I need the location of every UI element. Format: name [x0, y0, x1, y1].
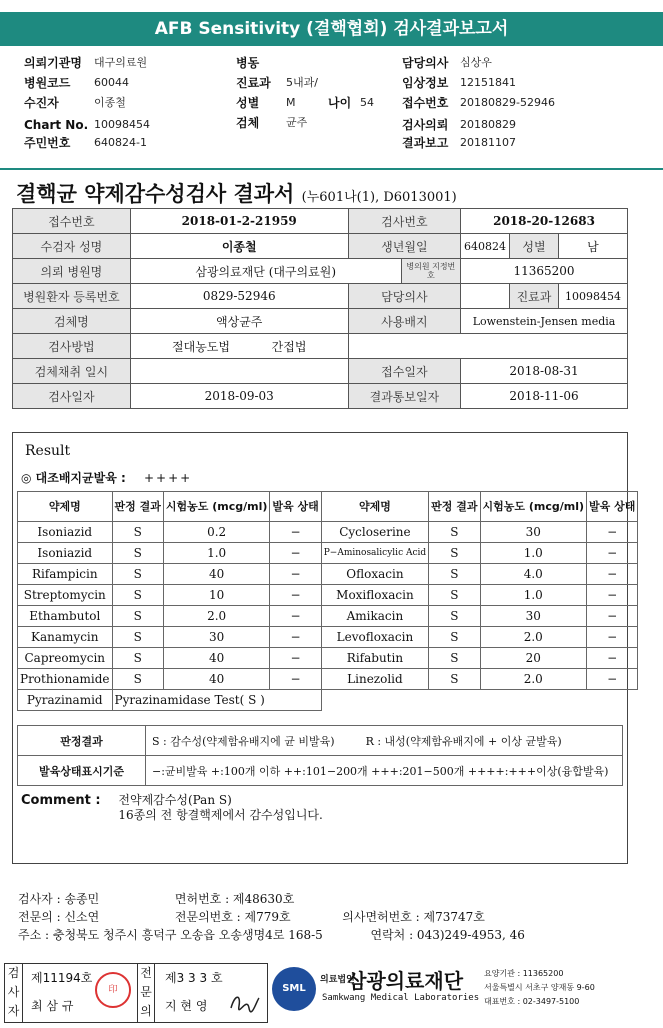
drug-name: P−Aminosalicylic Acid: [321, 543, 428, 564]
table-row: [18, 606, 638, 627]
drug-name: Rifampicin: [18, 564, 113, 585]
info-label: 병원환자 등록번호: [13, 284, 131, 309]
drug-name: Kanamycin: [18, 627, 113, 648]
drug-name: Streptomycin: [18, 585, 113, 606]
comment-line: 16종의 전 항결핵제에서 감수성입니다.: [118, 808, 323, 822]
info-value: 2018-11-06: [461, 384, 628, 409]
info-label: 검사번호: [348, 209, 460, 234]
growth-text: −:균비발육 +:100개 이하 ++:101−200개 +++:201−500개 ++++:+++이상(융합발육): [146, 756, 623, 786]
drug-judge: S: [429, 669, 480, 690]
header-label: 병동: [236, 56, 260, 70]
drug-growth: −: [587, 543, 638, 564]
info-value: 2018-20-12683: [461, 209, 628, 234]
header-label: 담당의사: [402, 56, 449, 70]
header-value: M: [286, 96, 296, 109]
info-value: 640824: [461, 234, 510, 259]
method-absolute: 절대농도법: [172, 339, 230, 354]
column-header: 판정 결과: [429, 492, 480, 522]
drug-judge: S: [112, 627, 163, 648]
table-row: [13, 259, 628, 284]
specialist-info: 전문의 : 신소연: [18, 910, 100, 924]
info-value: 액상균주: [130, 309, 348, 334]
table-row: [13, 334, 628, 359]
drug-growth: −: [270, 543, 321, 564]
specialist-name: 지 현 영: [165, 999, 208, 1013]
table-row: [18, 756, 623, 786]
drug-growth: −: [587, 585, 638, 606]
info-empty: [348, 334, 627, 359]
drug-judge: S: [112, 564, 163, 585]
header-label: Chart No.: [24, 118, 89, 132]
judge-label: 판정결과: [18, 726, 146, 756]
info-value: 2018-01-2-21959: [130, 209, 348, 234]
drug-growth: −: [587, 627, 638, 648]
specialist-number: 제3 3 3 호: [165, 971, 223, 985]
staff-line: [18, 908, 485, 925]
info-label: 사용배지: [348, 309, 460, 334]
comment-label: Comment :: [21, 793, 101, 808]
drug-judge: S: [429, 522, 480, 543]
contact-phone: 연락처 : 043)249-4953, 46: [370, 928, 525, 942]
info-value: 11365200: [461, 259, 628, 284]
table-row: [18, 669, 638, 690]
column-header: 발육 상태: [587, 492, 638, 522]
comment-line: 전약제감수성(Pan S): [118, 793, 232, 807]
contact-line: 대표번호 : 02-3497-5100: [484, 997, 580, 1006]
drug-conc: 0.2: [163, 522, 270, 543]
drug-conc: 40: [163, 669, 270, 690]
header-label: 의뢰기관명: [24, 56, 82, 70]
document-title-text: 결핵균 약제감수성검사 결과서: [16, 181, 295, 206]
header-value: 20180829-52946: [460, 96, 555, 109]
sml-logo-icon: SML: [272, 967, 316, 1011]
header-value: 60044: [94, 76, 129, 89]
judgement-legend-table: [17, 725, 623, 786]
header-label: 결과보고: [402, 136, 449, 150]
info-label: 담당의사: [348, 284, 460, 309]
table-row: [13, 309, 628, 334]
info-label: 검체채취 일시: [13, 359, 131, 384]
info-value: 이종철: [130, 234, 348, 259]
drug-conc: 2.0: [480, 627, 587, 648]
header-label: 수진자: [24, 96, 59, 110]
info-label: 결과통보일자: [348, 384, 460, 409]
header-value: 20180829: [460, 118, 516, 131]
drug-conc: 2.0: [480, 669, 587, 690]
header-value: 심상우: [460, 56, 492, 69]
column-header: 약제명: [321, 492, 428, 522]
footer: [4, 963, 659, 1023]
judge-r: R : 내성(약제함유배지에 + 이상 균발육): [365, 734, 562, 748]
info-value: [130, 334, 348, 359]
header-label: 성별: [236, 96, 260, 110]
drug-growth: −: [587, 522, 638, 543]
drug-judge: S: [429, 543, 480, 564]
drug-judge: S: [112, 606, 163, 627]
info-label: 진료과: [510, 284, 559, 309]
header-label: 검사의뢰: [402, 118, 449, 132]
comment: [21, 793, 323, 823]
drug-judge: S: [112, 669, 163, 690]
doctor-license: 의사면허번호 : 제73747호: [342, 910, 485, 924]
tester-name: 최 삼 규: [31, 999, 74, 1013]
brand-name: 삼광의료재단: [347, 969, 464, 993]
header-value: 54: [360, 96, 374, 109]
info-label: 접수일자: [348, 359, 460, 384]
header-value: 20181107: [460, 136, 516, 149]
signature-icon: [227, 990, 261, 1016]
result-label: Result: [25, 443, 71, 459]
report-header: [0, 54, 663, 166]
info-value: 10098454: [558, 284, 627, 309]
column-header: 발육 상태: [270, 492, 321, 522]
drug-growth: −: [270, 648, 321, 669]
staff-line: [18, 890, 294, 907]
signature-box: [4, 963, 268, 1023]
info-value: 남: [558, 234, 627, 259]
specialist-no: 전문의번호 : 제779호: [174, 910, 291, 924]
drug-name: Moxifloxacin: [321, 585, 428, 606]
drug-judge: S: [429, 585, 480, 606]
judge-s: S : 감수성(약제함유배지에 균 비발육): [152, 734, 335, 748]
drug-conc: 4.0: [480, 564, 587, 585]
info-label: 병의원 지정번호: [401, 259, 460, 284]
info-label: 검체명: [13, 309, 131, 334]
info-label: 검사방법: [13, 334, 131, 359]
drug-judge: S: [112, 648, 163, 669]
drug-growth: −: [270, 522, 321, 543]
comment-text: [118, 793, 322, 823]
brand-prefix: 의료법인: [320, 974, 355, 985]
drug-name: Levofloxacin: [321, 627, 428, 648]
drug-conc: 2.0: [163, 606, 270, 627]
table-row: [18, 690, 638, 711]
info-label: 의뢰 병원명: [13, 259, 131, 284]
header-value: 640824-1: [94, 136, 147, 149]
brand: [320, 965, 463, 994]
table-row: [13, 209, 628, 234]
growth-label: 발육상태표시기준: [18, 756, 146, 786]
info-value: [461, 284, 510, 309]
drug-judge: S: [112, 522, 163, 543]
brand-english: Samkwang Medical Laboratories: [322, 993, 480, 1003]
report-banner: AFB Sensitivity (결핵협회) 검사결과보고서: [0, 12, 663, 46]
judge-text: [146, 726, 623, 756]
drug-judge: S: [429, 564, 480, 585]
info-label: 생년월일: [348, 234, 460, 259]
drug-name: Ethambutol: [18, 606, 113, 627]
drug-growth: −: [270, 585, 321, 606]
drug-conc: 30: [480, 606, 587, 627]
table-row: [13, 384, 628, 409]
staff-line: [18, 926, 525, 943]
drug-judge: S: [112, 585, 163, 606]
tester-info: 검사자 : 송종민: [18, 892, 100, 906]
table-row: [18, 543, 638, 564]
drug-growth: −: [587, 648, 638, 669]
drug-conc: 30: [480, 522, 587, 543]
info-label: 성별: [510, 234, 559, 259]
drug-name: Isoniazid: [18, 543, 113, 564]
table-row: [18, 564, 638, 585]
drug-judge: S: [429, 648, 480, 669]
drug-name: Prothionamide: [18, 669, 113, 690]
header-label: 나이: [328, 96, 352, 110]
table-empty: [321, 690, 638, 711]
control-growth-value: ++++: [143, 471, 193, 485]
drug-judge: S: [429, 606, 480, 627]
header-value: 5내과/: [286, 76, 318, 89]
drug-growth: −: [270, 564, 321, 585]
column-header: 약제명: [18, 492, 113, 522]
info-value: 2018-09-03: [130, 384, 348, 409]
pza-result: Pyrazinamidase Test( S ): [112, 690, 321, 711]
seal-icon: 印: [95, 972, 131, 1008]
header-divider: [0, 168, 663, 170]
drug-growth: −: [587, 606, 638, 627]
contact-line: 요양기관 : 11365200: [484, 969, 564, 978]
drug-conc: 1.0: [480, 543, 587, 564]
column-header: 시험농도 (mcg/ml): [480, 492, 587, 522]
drug-name: Capreomycin: [18, 648, 113, 669]
header-label: 주민번호: [24, 136, 71, 150]
tester-number: 제11194호: [31, 971, 93, 985]
header-value: 균주: [286, 116, 308, 129]
result-section: [12, 432, 636, 864]
table-row: [18, 726, 623, 756]
column-header: 시험농도 (mcg/ml): [163, 492, 270, 522]
tester-vertical-label: 검사자: [5, 964, 23, 1022]
info-value: Lowenstein-Jensen media: [461, 309, 628, 334]
drug-conc: 10: [163, 585, 270, 606]
contact-line: 서울특별시 서초구 양재동 9-60: [484, 983, 595, 992]
drug-conc: 1.0: [163, 543, 270, 564]
drug-growth: −: [270, 606, 321, 627]
drug-judge: S: [429, 627, 480, 648]
document-title: [16, 178, 457, 208]
drug-susceptibility-table: [17, 491, 638, 711]
table-row: [18, 648, 638, 669]
info-label: 검사일자: [13, 384, 131, 409]
header-value: 10098454: [94, 118, 150, 131]
table-row: [18, 627, 638, 648]
drug-conc: 1.0: [480, 585, 587, 606]
license-info: 면허번호 : 제48630호: [174, 892, 295, 906]
document-subtitle: (누601나(1), D6013001): [301, 190, 457, 205]
table-row: [18, 585, 638, 606]
table-header-row: [18, 492, 638, 522]
drug-name: Amikacin: [321, 606, 428, 627]
drug-conc: 20: [480, 648, 587, 669]
drug-name: Isoniazid: [18, 522, 113, 543]
specialist-vertical-label: 전문의: [137, 964, 155, 1022]
info-value: 삼광의료재단 (대구의료원): [130, 259, 401, 284]
header-label: 임상정보: [402, 76, 449, 90]
drug-conc: 40: [163, 564, 270, 585]
header-label: 병원코드: [24, 76, 71, 90]
table-row: [13, 284, 628, 309]
header-value: 이종철: [94, 96, 126, 109]
control-growth-label: ◎ 대조배지균발육 :: [21, 471, 126, 485]
drug-name: Cycloserine: [321, 522, 428, 543]
method-indirect: 간접법: [271, 339, 307, 354]
info-value: [130, 359, 348, 384]
address: 주소 : 충청북도 청주시 흥덕구 오송읍 오송생명4로 168-5: [18, 928, 323, 942]
drug-judge: S: [112, 543, 163, 564]
header-value: 대구의료원: [94, 56, 148, 69]
drug-name: Pyrazinamid: [18, 690, 113, 711]
control-growth: [21, 469, 192, 486]
table-row: [13, 359, 628, 384]
footer-contact: [484, 967, 595, 1009]
drug-conc: 40: [163, 648, 270, 669]
drug-name: Linezolid: [321, 669, 428, 690]
column-header: 판정 결과: [112, 492, 163, 522]
patient-info-table: [12, 208, 628, 409]
drug-name: Rifabutin: [321, 648, 428, 669]
drug-growth: −: [587, 564, 638, 585]
drug-growth: −: [270, 627, 321, 648]
drug-growth: −: [587, 669, 638, 690]
table-row: [18, 522, 638, 543]
info-label: 접수번호: [13, 209, 131, 234]
table-row: [13, 234, 628, 259]
header-label: 진료과: [236, 76, 271, 90]
drug-name: Ofloxacin: [321, 564, 428, 585]
header-value: 12151841: [460, 76, 516, 89]
drug-growth: −: [270, 669, 321, 690]
info-label: 수검자 성명: [13, 234, 131, 259]
info-value: 0829-52946: [130, 284, 348, 309]
info-value: 2018-08-31: [461, 359, 628, 384]
drug-conc: 30: [163, 627, 270, 648]
header-label: 검체: [236, 116, 260, 130]
header-label: 접수번호: [402, 96, 449, 110]
